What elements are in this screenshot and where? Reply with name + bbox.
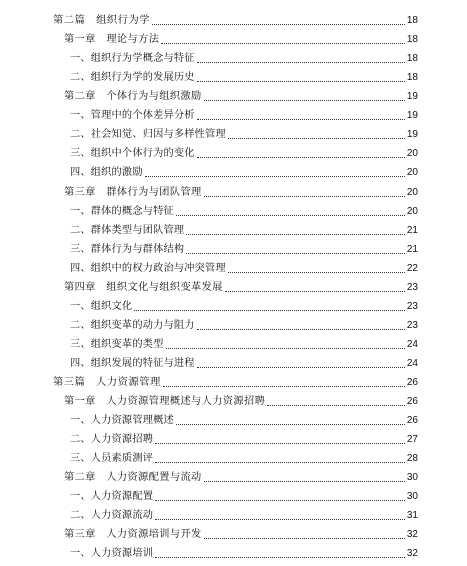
toc-entry-page: 18 [406,53,418,65]
toc-entry-title: 二、人力资源流动 [70,510,154,522]
toc-entry[interactable] [70,123,418,142]
dot-leader [228,272,405,273]
toc-entry-page: 24 [406,338,418,350]
toc-entry-page: 27 [406,434,418,446]
toc-entry[interactable] [64,466,418,485]
toc-entry[interactable] [70,142,418,161]
toc-entry-title: 二、人力资源招聘 [70,434,154,446]
toc-entry-title: 第二篇 组织行为学 [53,15,151,26]
toc-entry-page: 18 [406,72,418,84]
toc-entry-page: 32 [406,548,418,560]
toc-entry-page: 19 [406,110,418,122]
dot-leader [155,519,405,520]
toc-entry-page: 18 [406,15,418,26]
toc-entry[interactable] [70,352,418,371]
toc-entry-page: 32 [406,529,418,541]
toc-entry[interactable] [64,181,418,200]
toc-entry-title: 三、人员素质测评 [70,453,154,465]
toc-entry-page: 19 [406,91,418,103]
toc-entry[interactable] [70,314,418,333]
toc-entry[interactable] [70,238,418,257]
toc-entry-page: 18 [406,34,418,46]
toc-entry-page: 20 [406,167,418,179]
dot-leader [197,157,405,158]
dot-leader [197,119,405,120]
dot-leader [155,443,405,444]
toc-entry-page: 24 [406,357,418,369]
dot-leader [197,62,405,63]
toc-entry[interactable] [70,542,418,561]
dot-leader [155,462,405,463]
toc-entry[interactable] [64,85,418,104]
toc-entry[interactable] [70,257,418,276]
dot-leader [155,557,405,558]
toc-entry[interactable] [70,47,418,66]
dot-leader [267,405,405,406]
toc-entry[interactable] [64,523,418,542]
toc-entry-page: 30 [406,472,418,484]
toc-entry[interactable] [70,504,418,523]
toc-entry-title: 第二章 个体行为与组织激励 [64,91,202,103]
toc-entry-page: 23 [406,319,418,331]
toc-entry-title: 第一章 理论与方法 [64,34,160,46]
toc-entry-title: 四、组织中的权力政治与冲突管理 [70,262,226,274]
dot-leader [186,253,405,254]
toc-entry-title: 三、组织变革的类型 [70,338,164,350]
dot-leader [204,100,405,101]
toc-entry-title: 第三篇 人力资源管理 [53,376,161,388]
toc-entry[interactable] [70,161,418,180]
toc-entry-page: 19 [406,129,418,141]
toc-entry[interactable] [70,295,418,314]
toc-entry-page: 21 [406,243,418,255]
toc-entry-title: 三、群体行为与群体结构 [70,243,185,255]
dot-leader [197,367,405,368]
dot-leader [134,310,405,311]
dot-leader [204,196,405,197]
toc-entry-title: 二、组织行为学的发展历史 [70,72,195,84]
dot-leader [155,500,405,501]
toc-entry[interactable] [64,276,418,295]
toc-entry-title: 第二章 人力资源配置与流动 [64,472,202,484]
toc-entry[interactable] [70,333,418,352]
toc-entry-title: 二、组织变革的动力与阻力 [70,319,195,331]
toc-entry[interactable] [53,9,418,28]
dot-leader [197,81,405,82]
toc-entry-title: 一、人力资源培训 [70,548,154,560]
dot-leader [152,24,405,25]
toc-entry-page: 26 [406,376,418,388]
dot-leader [166,348,405,349]
dot-leader [161,43,405,44]
toc-entry-title: 第一章 人力资源管理概述与人力资源招聘 [64,396,266,407]
dot-leader [204,481,405,482]
toc-entry[interactable] [70,66,418,85]
dot-leader [225,291,405,292]
dot-leader [186,234,405,235]
toc-entry-page: 20 [406,148,418,160]
dot-leader [163,386,405,387]
toc-entry-page: 31 [406,510,418,522]
toc-entry-page: 21 [406,224,418,236]
toc-entry[interactable] [64,390,418,409]
toc-entry[interactable] [53,371,418,390]
toc-entry-page: 20 [406,186,418,198]
dot-leader [145,176,405,177]
dot-leader [176,215,405,216]
toc-entry-title: 一、管理中的个体差异分析 [70,110,195,122]
toc-entry[interactable] [70,447,418,466]
toc-entry-title: 第三章 人力资源培训与开发 [64,529,202,541]
toc-entry-page: 28 [406,453,418,465]
dot-leader [204,538,405,539]
toc-entry-title: 一、组织行为学概念与特征 [70,53,195,65]
toc-entry[interactable] [70,219,418,238]
toc-entry-title: 二、群体类型与团队管理 [70,224,185,236]
toc-entry[interactable] [70,409,418,428]
toc-entry-title: 一、人力资源管理概述 [70,415,174,427]
toc-entry-page: 23 [406,281,418,293]
toc-entry-title: 二、社会知觉、归因与多样性管理 [70,129,226,141]
dot-leader [197,329,405,330]
toc-entry-title: 第三章 群体行为与团队管理 [64,186,202,198]
toc-entry-title: 一、组织文化 [70,300,133,312]
toc-entry-title: 一、人力资源配置 [70,491,154,503]
toc-entry[interactable] [70,200,418,219]
dot-leader [228,138,405,139]
toc-entry[interactable] [64,28,418,47]
toc-entry-page: 22 [406,262,418,274]
toc-entry[interactable] [70,485,418,504]
toc-entry-title: 一、群体的概念与特征 [70,205,174,217]
toc-entry[interactable] [70,104,418,123]
toc-entry-page: 26 [406,396,418,407]
toc-entry-title: 四、组织发展的特征与进程 [70,357,195,369]
toc-entry-page: 26 [406,415,418,427]
toc-entry-page: 23 [406,300,418,312]
toc-entry-page: 30 [406,491,418,503]
toc-entry[interactable] [70,428,418,447]
toc-entry-page: 20 [406,205,418,217]
toc-entry-title: 三、组织中个体行为的变化 [70,148,195,160]
dot-leader [176,424,405,425]
toc-entry-title: 四、组织的激励 [70,167,143,179]
toc-entry-title: 第四章 组织文化与组织变革发展 [64,281,223,293]
